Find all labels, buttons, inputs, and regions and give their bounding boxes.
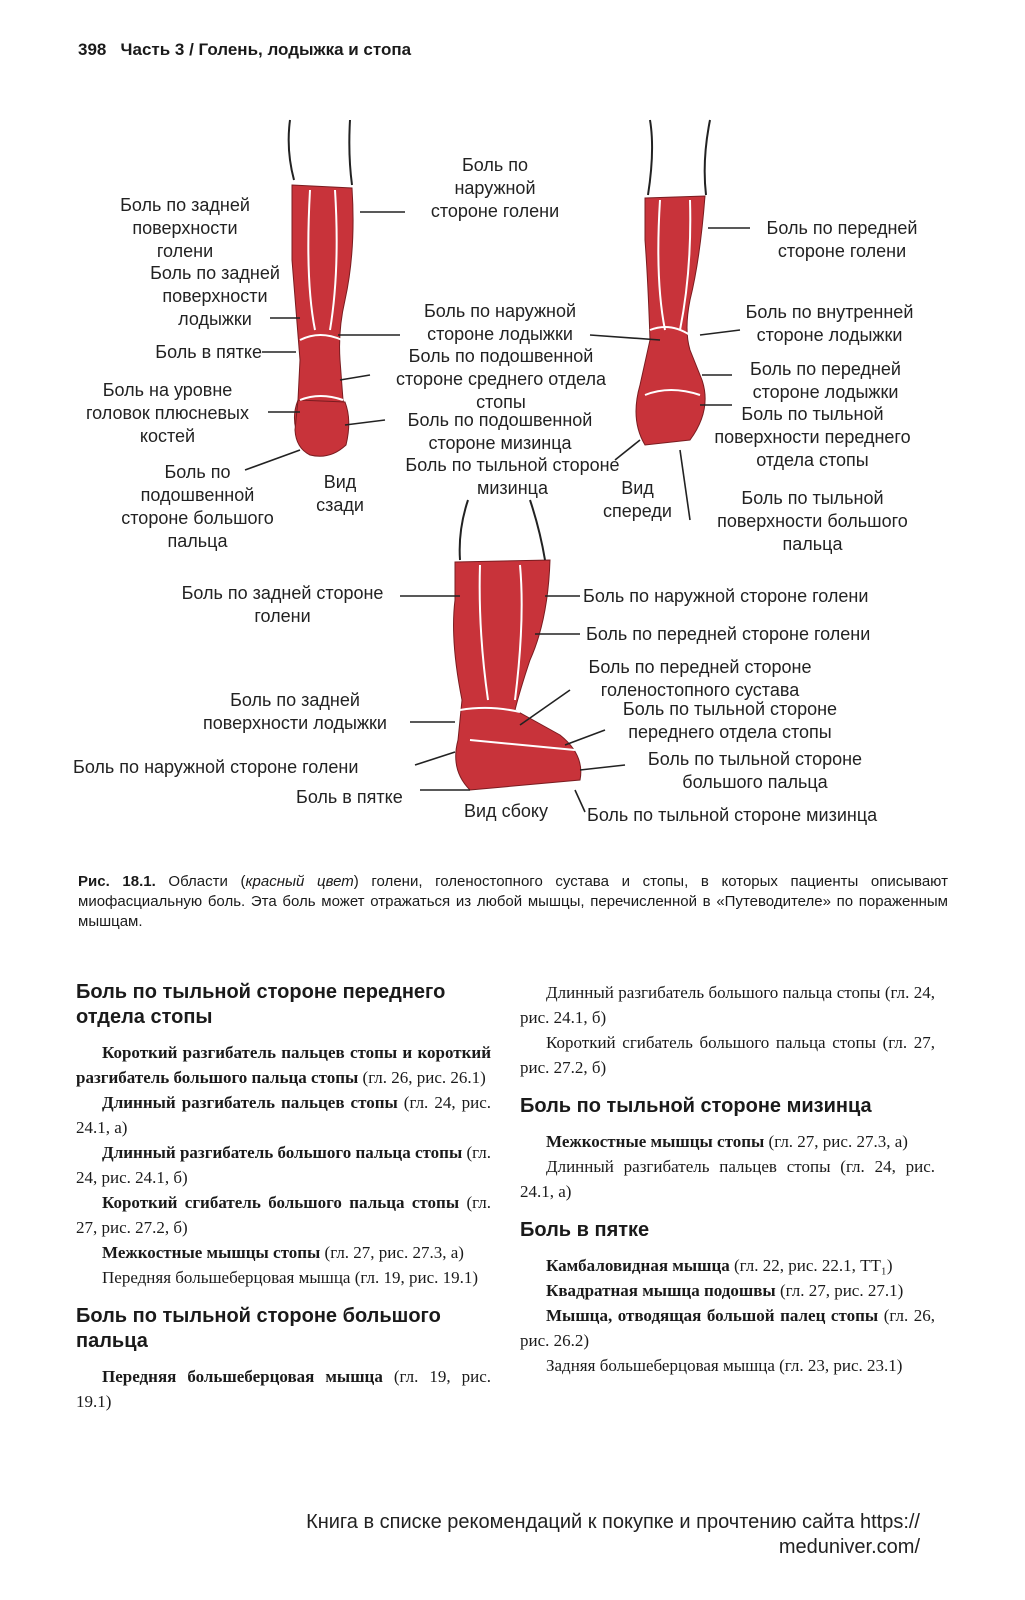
muscle-entry bbox=[76, 1364, 491, 1414]
chapter-title: Часть 3 / Голень, лодыжка и стопа bbox=[120, 40, 412, 59]
muscle-reference: Передняя большеберцовая мышца (гл. 19, рис. 19.1) bbox=[102, 1268, 479, 1287]
muscle-entry bbox=[76, 1040, 491, 1090]
muscle-name: Длинный разгибатель пальцев стопы bbox=[102, 1093, 398, 1112]
label-mid-lateral-ankle: Боль по наружной стороне лодыжки bbox=[423, 301, 577, 344]
muscle-entry bbox=[520, 1253, 935, 1278]
list-dorsal-big-toe-continued bbox=[520, 980, 935, 1080]
muscle-entry bbox=[520, 1154, 935, 1204]
label-back-posterior-leg: Боль по задней поверхности голени bbox=[120, 195, 250, 261]
muscle-entry bbox=[520, 1353, 935, 1378]
back-view-foot bbox=[295, 400, 349, 456]
muscle-reference: Короткий сгибатель большого пальца стопы (гл. 27, рис. 27.2, б) bbox=[520, 1033, 935, 1077]
muscle-entry bbox=[520, 1303, 935, 1353]
label-front-anterior-ankle: Боль по передней стороне лодыжки bbox=[750, 359, 901, 402]
muscle-entry bbox=[520, 980, 935, 1030]
label-side-heel: Боль в пятке bbox=[296, 787, 403, 807]
muscle-name: Короткий сгибатель большого пальца стопы bbox=[102, 1193, 460, 1212]
caption-italic: красный цвет bbox=[245, 873, 354, 890]
label-back-metatarsal-heads: Боль на уровне головок плюсневых костей bbox=[86, 380, 249, 446]
left-column bbox=[76, 980, 491, 1414]
muscle-name: Межкостные мышцы стопы bbox=[546, 1132, 765, 1151]
label-side-dorsal-little-toe: Боль по тыльной стороне мизинца bbox=[587, 805, 878, 825]
section-title-dorsal-forefoot: Боль по тыльной стороне переднего отдела стопы bbox=[76, 981, 446, 1028]
muscle-reference: Задняя большеберцовая мышца (гл. 23, рис. 23.1) bbox=[546, 1356, 903, 1375]
label-side-lateral-leg-right: Боль по наружной стороне голени bbox=[583, 586, 869, 606]
muscle-entry bbox=[76, 1140, 491, 1190]
right-column bbox=[520, 980, 935, 1378]
muscle-reference: (гл. 27, рис. 27.3, а) bbox=[320, 1243, 464, 1262]
section-title-dorsal-big-toe: Боль по тыльной стороне большого пальца bbox=[76, 1305, 441, 1352]
muscle-entry bbox=[76, 1190, 491, 1240]
label-back-heel: Боль в пятке bbox=[155, 342, 262, 362]
muscle-entry bbox=[76, 1265, 491, 1290]
label-mid-plantar-little-toe: Боль по подошвенной стороне мизинца bbox=[407, 410, 593, 453]
muscle-entry bbox=[76, 1090, 491, 1140]
caption-text-1: Области ( bbox=[155, 873, 246, 890]
section-title-heel: Боль в пятке bbox=[520, 1219, 650, 1241]
muscle-name: Передняя большеберцовая мышца bbox=[102, 1367, 383, 1386]
muscle-name: Короткий разгибатель пальцев стопы и короткий разгибатель большого пальца стопы bbox=[76, 1043, 491, 1087]
label-front-dorsal-big-toe: Боль по тыльной поверхности большого пальца bbox=[717, 488, 908, 554]
site-footer: Книга в списке рекомендаций к покупке и прочтению сайта https:// meduniver.com/ bbox=[306, 1511, 920, 1558]
muscle-name: Длинный разгибатель большого пальца стопы bbox=[102, 1143, 463, 1162]
muscle-reference: Длинный разгибатель пальцев стопы (гл. 24, рис. 24.1, а) bbox=[520, 1157, 935, 1201]
muscle-entry bbox=[76, 1240, 491, 1265]
label-side-posterior-ankle: Боль по задней поверхности лодыжки bbox=[203, 690, 387, 733]
muscle-reference: (гл. 27, рис. 27.3, а) bbox=[764, 1132, 908, 1151]
label-side-lateral-leg-left: Боль по наружной стороне голени bbox=[73, 757, 359, 777]
list-heel bbox=[520, 1253, 935, 1378]
caption-text-2: ) голени, голеностопного сустава и стопы, в которых пациенты описывают миофасциальную боль. Эта боль может отражаться из любой мышцы, перечисленной в «Путеводителе» по пораженным мышцам. bbox=[78, 873, 948, 930]
muscle-reference: (гл. 22, рис. 22.1, TT₁) bbox=[729, 1256, 893, 1275]
muscle-reference: (гл. 24, рис. 24.1, а) bbox=[76, 1093, 491, 1137]
label-back-plantar-big-toe: Боль по подошвенной стороне большого пальца bbox=[121, 462, 274, 551]
list-dorsal-big-toe bbox=[76, 1364, 491, 1414]
label-back-view: Вид сзади bbox=[316, 472, 364, 515]
label-side-dorsal-big-toe: Боль по тыльной стороне большого пальца bbox=[647, 749, 863, 792]
label-side-view: Вид сбоку bbox=[464, 801, 548, 821]
list-dorsal-little-toe bbox=[520, 1129, 935, 1204]
label-mid-plantar-midfoot: Боль по подошвенной стороне среднего отдела стопы bbox=[396, 346, 606, 412]
label-back-posterior-ankle: Боль по задней поверхности лодыжки bbox=[150, 263, 280, 329]
muscle-reference: (гл. 27, рис. 27.1) bbox=[775, 1281, 904, 1300]
muscle-name: Камбаловидная мышца bbox=[546, 1256, 730, 1275]
muscle-reference: (гл. 24, рис. 24.1, б) bbox=[76, 1143, 491, 1187]
muscle-reference: (гл. 27, рис. 27.2, б) bbox=[76, 1193, 491, 1237]
muscle-name: Мышца, отводящая большой палец стопы bbox=[546, 1306, 879, 1325]
page-number: 398 bbox=[78, 40, 107, 59]
muscle-reference: (гл. 19, рис. 19.1) bbox=[76, 1367, 491, 1411]
label-side-posterior-leg: Боль по задней стороне голени bbox=[181, 583, 384, 626]
label-side-dorsal-forefoot: Боль по тыльной стороне переднего отдела стопы bbox=[622, 699, 838, 742]
muscle-entry bbox=[520, 1030, 935, 1080]
muscle-reference: (гл. 26, рис. 26.2) bbox=[520, 1306, 935, 1350]
label-side-anterior-leg: Боль по передней стороне голени bbox=[586, 624, 871, 644]
muscle-reference: Длинный разгибатель большого пальца стопы (гл. 24, рис. 24.1, б) bbox=[520, 983, 935, 1027]
label-side-anterior-ankle-joint: Боль по передней стороне голеностопного сустава bbox=[588, 657, 812, 700]
caption-fig-number: Рис. 18.1. bbox=[78, 873, 156, 890]
section-title-dorsal-little-toe: Боль по тыльной стороне мизинца bbox=[520, 1095, 872, 1117]
muscle-entry bbox=[520, 1129, 935, 1154]
muscle-entry bbox=[520, 1278, 935, 1303]
list-dorsal-forefoot bbox=[76, 1040, 491, 1290]
label-front-medial-ankle: Боль по внутренней стороне лодыжки bbox=[745, 302, 914, 345]
label-mid-lateral-leg: Боль по наружной стороне голени bbox=[430, 155, 560, 221]
label-mid-dorsal-little-toe: Боль по тыльной стороне мизинца bbox=[405, 455, 620, 498]
label-front-view: Вид спереди bbox=[603, 478, 672, 521]
muscle-name: Квадратная мышца подошвы bbox=[546, 1281, 776, 1300]
label-front-dorsal-forefoot: Боль по тыльной поверхности переднего отдела стопы bbox=[714, 404, 911, 470]
muscle-name: Межкостные мышцы стопы bbox=[102, 1243, 321, 1262]
label-front-anterior-leg: Боль по передней стороне голени bbox=[766, 218, 918, 261]
muscle-reference: (гл. 26, рис. 26.1) bbox=[358, 1068, 486, 1087]
figure-caption bbox=[78, 872, 948, 932]
